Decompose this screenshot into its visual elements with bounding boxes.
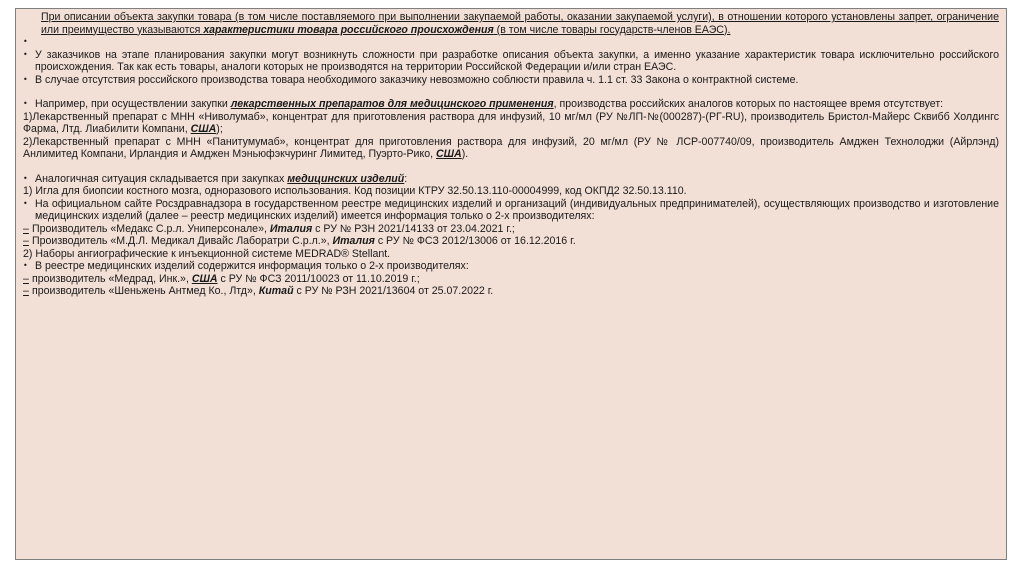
bullet-icon: •: [23, 261, 28, 270]
bullet-devices: [23, 173, 999, 186]
manufacturer-1-country: Италия: [269, 222, 313, 235]
manufacturer-3: [23, 273, 999, 286]
registry-note-1-text: На официальном сайте Росздравнадзора в государственном реестре медицинских изделий и организаций (индивидуальных предпринимателей), осуществляющих производство и изготовление медицинских изделий (далее – реестр медицинских изделий) имеется информация только о 2-х производителях:: [35, 197, 999, 222]
manufacturer-4: [23, 285, 999, 298]
dash-icon: –: [23, 235, 29, 247]
bullet-icon: •: [23, 74, 28, 84]
dash-icon: –: [23, 272, 29, 285]
devices-lead-bold: медицинских изделий: [287, 172, 405, 185]
bullet-planning: [23, 49, 999, 74]
bullet-registry-note-2: [23, 260, 999, 273]
manufacturer-3-text: производитель «Медрад, Инк.»,: [32, 272, 192, 285]
drug-item-2: [23, 136, 999, 161]
empty-bullet: [23, 36, 999, 49]
dash-icon: –: [23, 222, 29, 235]
bullet-icon: •: [23, 198, 28, 208]
intro-text: При описании объекта закупки товара (в том числе поставляемого при выполнении закупаемой работы, оказании закупаемой услуги), в отношении которого установлены запрет, ограничение или преимущество указываются: [41, 11, 999, 36]
drugs-lead-end: , производства российских аналогов которых по настоящее время отсутствует:: [553, 98, 944, 110]
bullet-planning-text: У заказчиков на этапе планирования закупки могут возникнуть сложности при разработке описания объекта закупки, а именно указание характеристик товара исключительно российского происхождения. Так как есть товары, аналоги которых не производятся на территории Российской Федерации и/или стран ЕАЭС.: [35, 48, 999, 73]
drug-item-2-country: США: [436, 148, 462, 160]
manufacturer-4-text: производитель «Шеньжень Антмед Ко., Лтд»,: [32, 285, 259, 297]
drugs-lead-bold: лекарственных препаратов для медицинского применения: [230, 98, 554, 110]
manufacturer-2-country: Италия: [332, 235, 375, 247]
manufacturer-1-text: Производитель «Медакс С.р.л. Униперсонале»,: [32, 222, 270, 235]
drug-item-1: [23, 111, 999, 136]
bullet-icon: •: [23, 49, 28, 59]
drugs-lead-text: Например, при осуществлении закупки: [35, 98, 231, 110]
intro-bold-text: характеристики товара российского происхождения: [203, 23, 494, 36]
bullet-icon: •: [23, 173, 28, 183]
intro-text-end: (в том числе товары государств-членов ЕАЭС).: [493, 23, 731, 36]
manufacturer-4-country: Китай: [258, 285, 294, 297]
manufacturer-2-text: Производитель «М.Д.Л. Медикал Дивайс Лаборатри С.р.л.»,: [32, 235, 333, 247]
manufacturer-2: [23, 235, 999, 248]
devices-lead-text: Аналогичная ситуация складывается при закупках: [35, 172, 288, 185]
bullet-drugs: [23, 98, 999, 111]
drug-item-1-end: );: [216, 123, 223, 135]
manufacturer-2-reg: с РУ № ФСЗ 2012/13006 от 16.12.2016 г.: [374, 235, 576, 247]
slide-content: [23, 11, 999, 298]
bullet-registry-note-1: [23, 198, 999, 223]
manufacturer-1: [23, 223, 999, 236]
manufacturer-3-country: США: [191, 272, 218, 285]
drug-item-2-text: Лекарственный препарат с МНН «Панитумумаб», концентрат для приготовления раствора для инфузий, 20 мг/мл (РУ № ЛСР-007740/09, производитель Амджен Технолоджи (Айрлэнд) Анлимитед Компани, Ирландия и Амджен Мэньюфэкчуринг Лимитед, Пуэрто-Рико,: [23, 135, 999, 160]
drug-item-1-text: Лекарственный препарат с МНН «Ниволумаб», концентрат для приготовления раствора для инфузий, 10 мг/мл (РУ №ЛП-№(000287)-(РГ-RU), производитель Бристол-Майерс Сквибб Холдингс Фарма, Лтд. Лиабилити Компани,: [23, 110, 999, 135]
intro-paragraph: [41, 11, 999, 36]
drug-item-1-number: 1): [23, 110, 33, 123]
bullet-no-production-text: В случае отсутствия российского производства товара необходимого заказчику невозможно соблюсти правила ч. 1.1 ст. 33 Закона о контрактной системе.: [35, 73, 799, 86]
device-item-2: 2) Наборы ангиографические к инъекционной системе MEDRAD® Stellant.: [23, 247, 391, 260]
bullet-icon: •: [23, 99, 28, 108]
devices-lead-end: :: [404, 172, 408, 185]
drug-item-2-number: 2): [23, 135, 33, 148]
bullet-no-production: [23, 74, 999, 87]
registry-note-2-text: В реестре медицинских изделий содержится информация только о 2-х производителях:: [35, 260, 469, 272]
manufacturer-4-reg: с РУ № РЗН 2021/13604 от 25.07.2022 г.: [293, 285, 494, 297]
manufacturer-1-reg: с РУ № РЗН 2021/14133 от 23.04.2021 г.;: [312, 222, 515, 235]
dash-icon: –: [23, 285, 29, 297]
bullet-icon: •: [23, 37, 28, 46]
device-item-1: 1) Игла для биопсии костного мозга, одноразового использования. Код позиции КТРУ 32.50.13.110-00004999, код ОКПД2 32.50.13.110.: [23, 185, 687, 197]
manufacturer-3-reg: с РУ № ФСЗ 2011/10023 от 11.10.2019 г.;: [217, 272, 420, 285]
slide-panel: [15, 8, 1007, 560]
drug-item-2-end: ).: [461, 148, 469, 160]
drug-item-1-country: США: [190, 123, 217, 135]
